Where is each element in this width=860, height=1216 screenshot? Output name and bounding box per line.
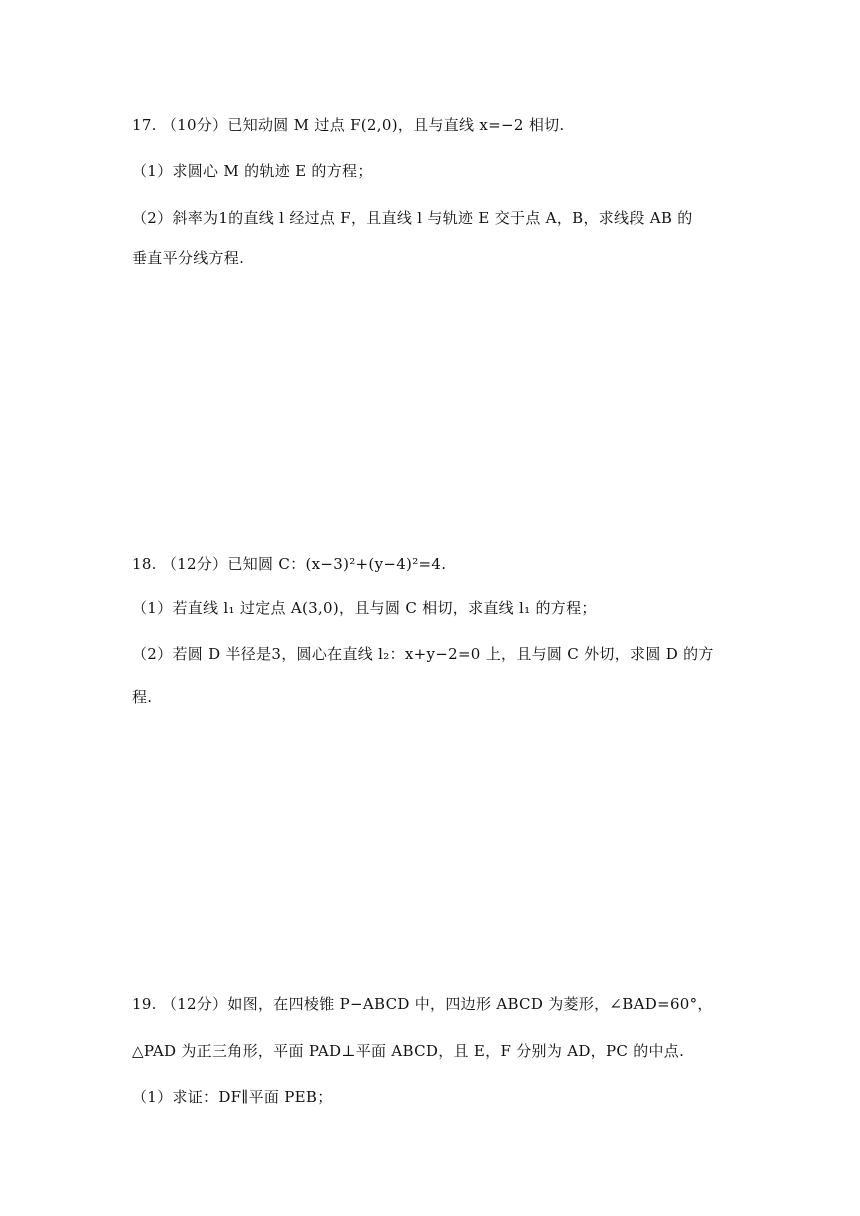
question-18-part-1: （1）若直线 l₁ 过定点 A(3,0)，且与圆 C 相切，求直线 l₁ 的方程； [132, 599, 597, 617]
question-18-part-2-continued: 程. [132, 688, 153, 706]
question-17-part-2-continued: 垂直平分线方程. [132, 249, 245, 267]
question-17-part-1: （1）求圆心 M 的轨迹 E 的方程； [132, 162, 373, 180]
question-17-part-2: （2）斜率为1的直线 l 经过点 F，且直线 l 与轨迹 E 交于点 A，B，求线段 AB 的 [132, 209, 693, 227]
question-19-stem-continued: △PAD 为正三角形，平面 PAD⊥平面 ABCD，且 E，F 分别为 AD，PC 的中点. [132, 1042, 685, 1060]
question-17-stem: 17. （10分）已知动圆 M 过点 F(2,0)，且与直线 x=−2 相切. [132, 116, 565, 134]
question-18-part-2: （2）若圆 D 半径是3，圆心在直线 l₂：x+y−2=0 上，且与圆 C 外切，求圆 D 的方 [132, 645, 714, 663]
question-19-stem: 19. （12分）如图，在四棱锥 P−ABCD 中，四边形 ABCD 为菱形，∠BAD=60°， [132, 995, 713, 1013]
question-18-stem: 18. （12分）已知圆 C：(x−3)²+(y−4)²=4. [132, 555, 447, 573]
question-19-part-1: （1）求证：DF∥平面 PEB； [132, 1088, 333, 1106]
